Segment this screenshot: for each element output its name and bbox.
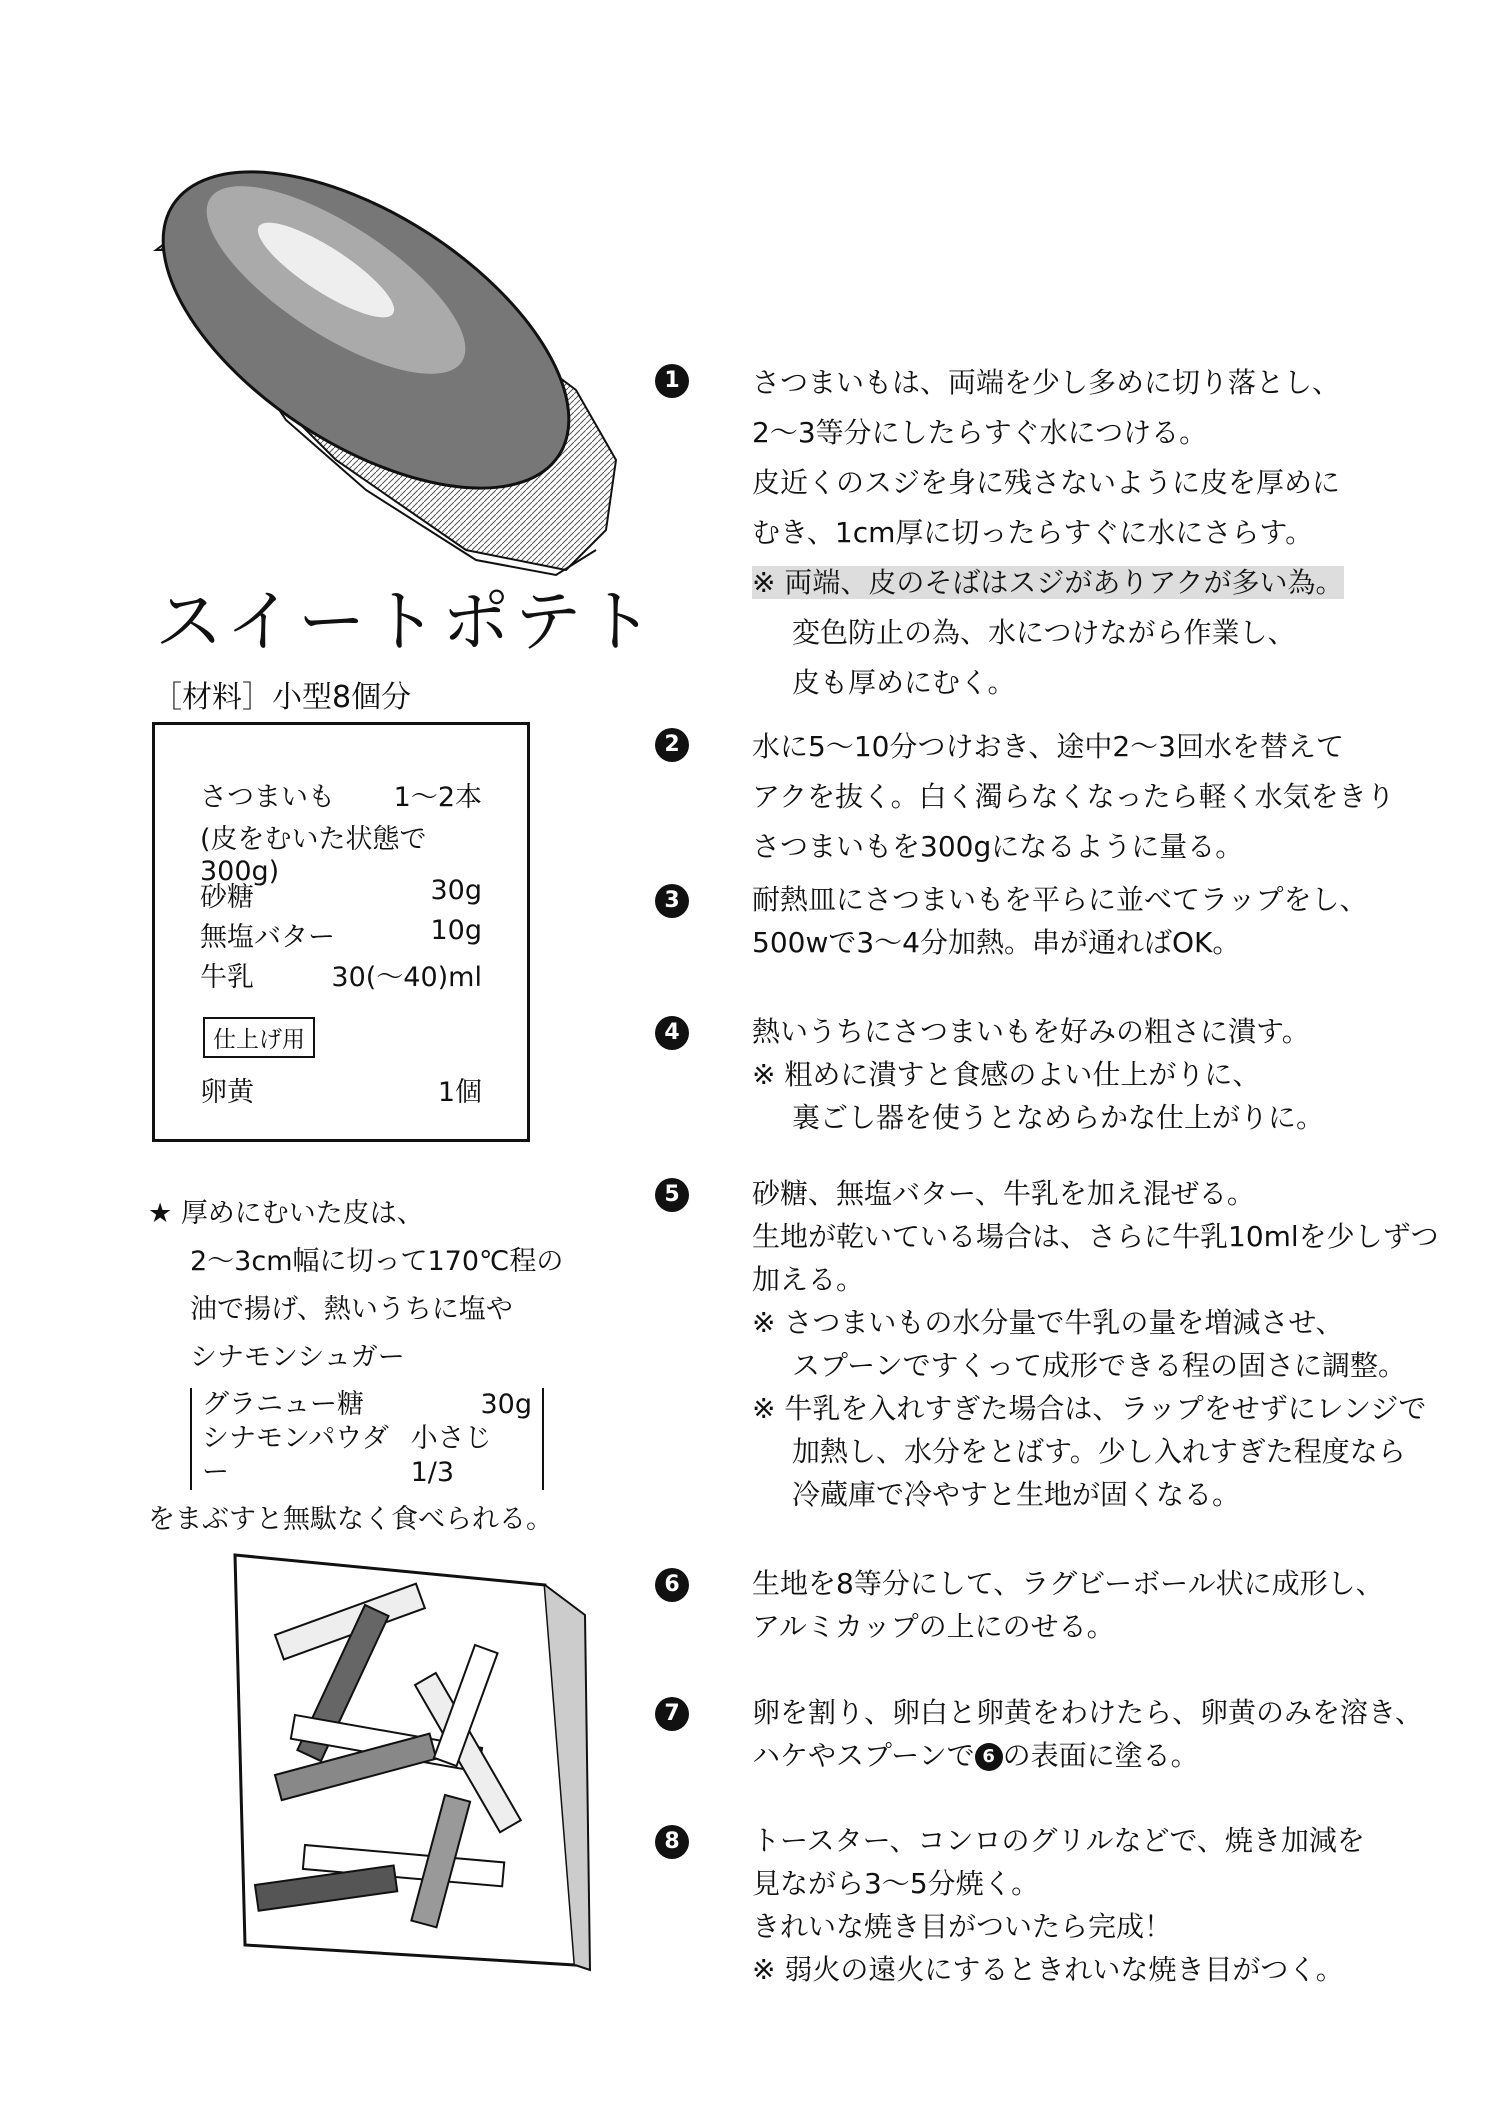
step-number: 2	[655, 728, 689, 762]
step-5: 5 砂糖、無塩バター、牛乳を加え混ぜる。 生地が乾いている場合は、さらに牛乳10mlを少しずつ 加える。 ※ さつまいもの水分量で牛乳の量を増減させ、 スプーンですくって成形できる程の固さに調整。 ※ 牛乳を入れすぎた場合は、ラップをせずにレンジで 加熱し、水分をとばす。少し入れすぎた程度なら 冷蔵庫で冷やすと生地が固くなる。	[655, 1172, 1475, 1516]
ingredient-note: (皮をむいた状態で300g)	[200, 824, 427, 887]
step-reference: 6	[975, 1743, 1003, 1771]
step-number: 5	[655, 1178, 689, 1212]
ingredient-row: 卵黄 1個	[200, 1077, 482, 1108]
step-4: 4 熱いうちにさつまいもを好みの粗さに潰す。 ※ 粗めに潰すと食感のよい仕上がりに、 裏ごし器を使うとなめらかな仕上がりに。	[655, 1010, 1475, 1139]
step-8: 8 トースター、コンロのグリルなどで、焼き加減を 見ながら3〜5分焼く。 きれいな焼き目がついたら完成！ ※ 弱火の遠火にするときれいな焼き目がつく。	[655, 1819, 1475, 1991]
finishing-label: 仕上げ用	[203, 1017, 315, 1058]
ingredient-row: 牛乳 30(〜40)ml	[200, 962, 482, 993]
peel-tip: ★ 厚めにむいた皮は、 2〜3cm幅に切って170℃程の 油で揚げ、熱いうちに塩や シナモンシュガー グラニュー糖 30g シナモンパウダー 小さじ1/3 をまぶすと無駄なく食べられる。	[148, 1198, 564, 1535]
step-number: 1	[655, 364, 689, 398]
step-number: 6	[655, 1568, 689, 1602]
ingredient-row: 砂糖 30g	[200, 875, 482, 913]
star-icon: ★	[148, 1198, 173, 1229]
ingredient-row: 無塩バター 10g	[200, 915, 482, 953]
step-number: 7	[655, 1697, 689, 1731]
step-number: 4	[655, 1016, 689, 1050]
step-2: 2 水に5〜10分つけおき、途中2〜3回水を替えて アクを抜く。白く濁らなくなったら軽く水気をきり さつまいもを300gになるように量る。	[655, 722, 1475, 872]
step-number: 3	[655, 884, 689, 918]
recipe-title: スイートポテト	[155, 583, 658, 662]
materials-label: ［材料］小型8個分	[152, 680, 412, 715]
step-6: 6 生地を8等分にして、ラグビーボール状に成形し、 アルミカップの上にのせる。	[655, 1562, 1475, 1648]
ingredients-box	[152, 722, 530, 1142]
step-7: 7 卵を割り、卵白と卵黄をわけたら、卵黄のみを溶き、 ハケやスプーンで 6 の表面に塗る。	[655, 1691, 1475, 1777]
fried-peels-illustration	[215, 1545, 595, 1975]
highlighted-note: ※ 両端、皮のそばはスジがありアクが多い為。	[752, 566, 1344, 599]
cinnamon-sugar-mix: グラニュー糖 30g シナモンパウダー 小さじ1/3	[190, 1388, 544, 1490]
step-number: 8	[655, 1825, 689, 1859]
step-1: 1 さつまいもは、両端を少し多めに切り落とし、 2〜3等分にしたらすぐ水につける。 皮近くのスジを身に残さないように皮を厚めに むき、1cm厚に切ったらすぐに水にさらす。 ※ 両端、皮のそばはスジがありアクが多い為。 変色防止の為、水につけながら作業し、 皮も厚めにむく。	[655, 358, 1475, 708]
sweet-potato-illustration	[136, 130, 636, 600]
ingredient-row: さつまいも 1〜2本	[200, 782, 482, 813]
step-3: 3 耐熱皿にさつまいもを平らに並べてラップをし、 500wで3〜4分加熱。串が通ればOK。	[655, 878, 1475, 964]
